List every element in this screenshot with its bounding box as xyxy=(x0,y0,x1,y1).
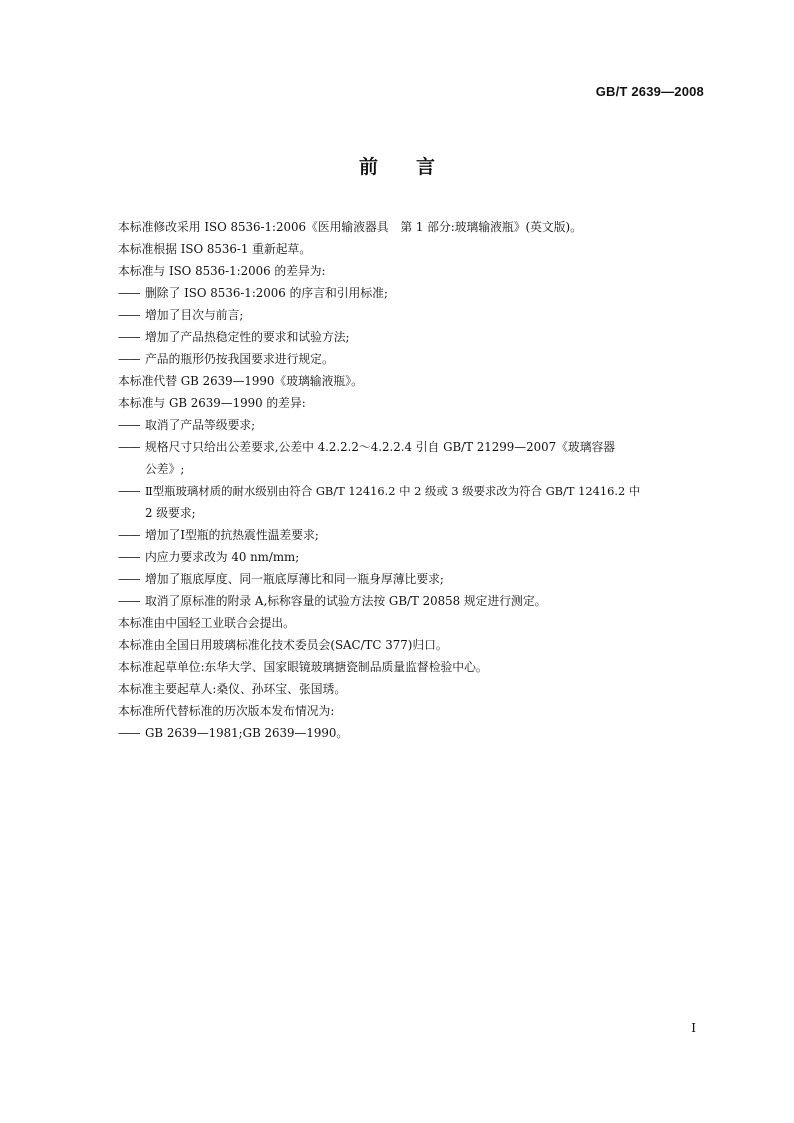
paragraph: 本标准主要起草人:桑仪、孙环宝、张国琇。 xyxy=(118,682,347,696)
list-item-text: 增加了Ⅰ型瓶的抗热震性温差要求; xyxy=(145,528,319,542)
list-item-text: 增加了目次与前言; xyxy=(145,308,244,322)
list-item xyxy=(118,436,708,480)
dash-marker: —— xyxy=(118,352,140,366)
list-item-text: 取消了原标准的附录 A,标称容量的试验方法按 GB/T 20858 规定进行测定。 xyxy=(145,594,547,608)
dash-marker: —— xyxy=(118,440,140,454)
paragraph: 本标准根据 ISO 8536-1 重新起草。 xyxy=(118,242,312,256)
dash-marker: —— xyxy=(118,308,140,322)
list-item-text: 内应力要求改为 40 nm/mm; xyxy=(145,550,300,564)
list-item-text xyxy=(145,480,708,524)
list-item-text: 取消了产品等级要求; xyxy=(145,418,256,432)
list-item-text: 产品的瓶形仍按我国要求进行规定。 xyxy=(145,352,334,366)
dash-marker: —— xyxy=(118,484,140,498)
list-item xyxy=(118,480,708,524)
standard-code: GB/T 2639—2008 xyxy=(595,84,704,99)
paragraph: 本标准由全国日用玻璃标准化技术委员会(SAC/TC 377)归口。 xyxy=(118,638,448,652)
list-item xyxy=(118,414,708,436)
list-item-line: 规格尺寸只给出公差要求,公差中 4.2.2.2～4.2.2.4 引自 GB/T 21299—2007《玻璃容器 xyxy=(145,440,616,454)
list-item-text: 增加了产品热稳定性的要求和试验方法; xyxy=(145,330,350,344)
list-item xyxy=(118,348,708,370)
paragraph: 本标准修改采用 ISO 8536-1:2006《医用输液器具 第 1 部分:玻璃输液瓶》(英文版)。 xyxy=(118,220,582,234)
paragraph: 本标准与 ISO 8536-1:2006 的差异为: xyxy=(118,264,326,278)
dash-marker: —— xyxy=(118,528,140,542)
list-item xyxy=(118,546,708,568)
dash-marker: —— xyxy=(118,550,140,564)
list-item xyxy=(118,326,708,348)
paragraph: 本标准代替 GB 2639—1990《玻璃输液瓶》。 xyxy=(118,374,363,388)
dash-marker: —— xyxy=(118,330,140,344)
list-item xyxy=(118,282,708,304)
list-item-line: 2 级要求; xyxy=(145,506,196,520)
list-item xyxy=(118,722,708,744)
paragraph: 本标准由中国轻工业联合会提出。 xyxy=(118,616,295,630)
foreword-body xyxy=(118,216,708,744)
list-item-text: 增加了瓶底厚度、同一瓶底厚薄比和同一瓶身厚薄比要求; xyxy=(145,572,444,586)
paragraph: 本标准所代替标准的历次版本发布情况为: xyxy=(118,704,335,718)
list-item xyxy=(118,568,708,590)
dash-marker: —— xyxy=(118,572,140,586)
dash-marker: —— xyxy=(118,418,140,432)
list-item-text: GB 2639—1981;GB 2639—1990。 xyxy=(145,726,349,740)
page-title: 前言 xyxy=(358,156,473,178)
list-item-text: 删除了 ISO 8536-1:2006 的序言和引用标准; xyxy=(145,286,388,300)
paragraph: 本标准起草单位:东华大学、国家眼镜玻璃搪瓷制品质量监督检验中心。 xyxy=(118,660,488,674)
dash-marker: —— xyxy=(118,594,140,608)
list-item-line: Ⅱ型瓶玻璃材质的耐水级别由符合 GB/T 12416.2 中 2 级或 3 级要求改为符合 GB/T 12416.2 中 xyxy=(145,484,641,498)
page-number: I xyxy=(691,1021,696,1035)
list-item xyxy=(118,524,708,546)
list-item xyxy=(118,590,708,612)
dash-marker: —— xyxy=(118,286,140,300)
paragraph: 本标准与 GB 2639—1990 的差异: xyxy=(118,396,306,410)
list-item-text xyxy=(145,436,708,480)
dash-marker: —— xyxy=(118,726,140,740)
list-item xyxy=(118,304,708,326)
list-item-line: 公差》; xyxy=(145,462,185,476)
